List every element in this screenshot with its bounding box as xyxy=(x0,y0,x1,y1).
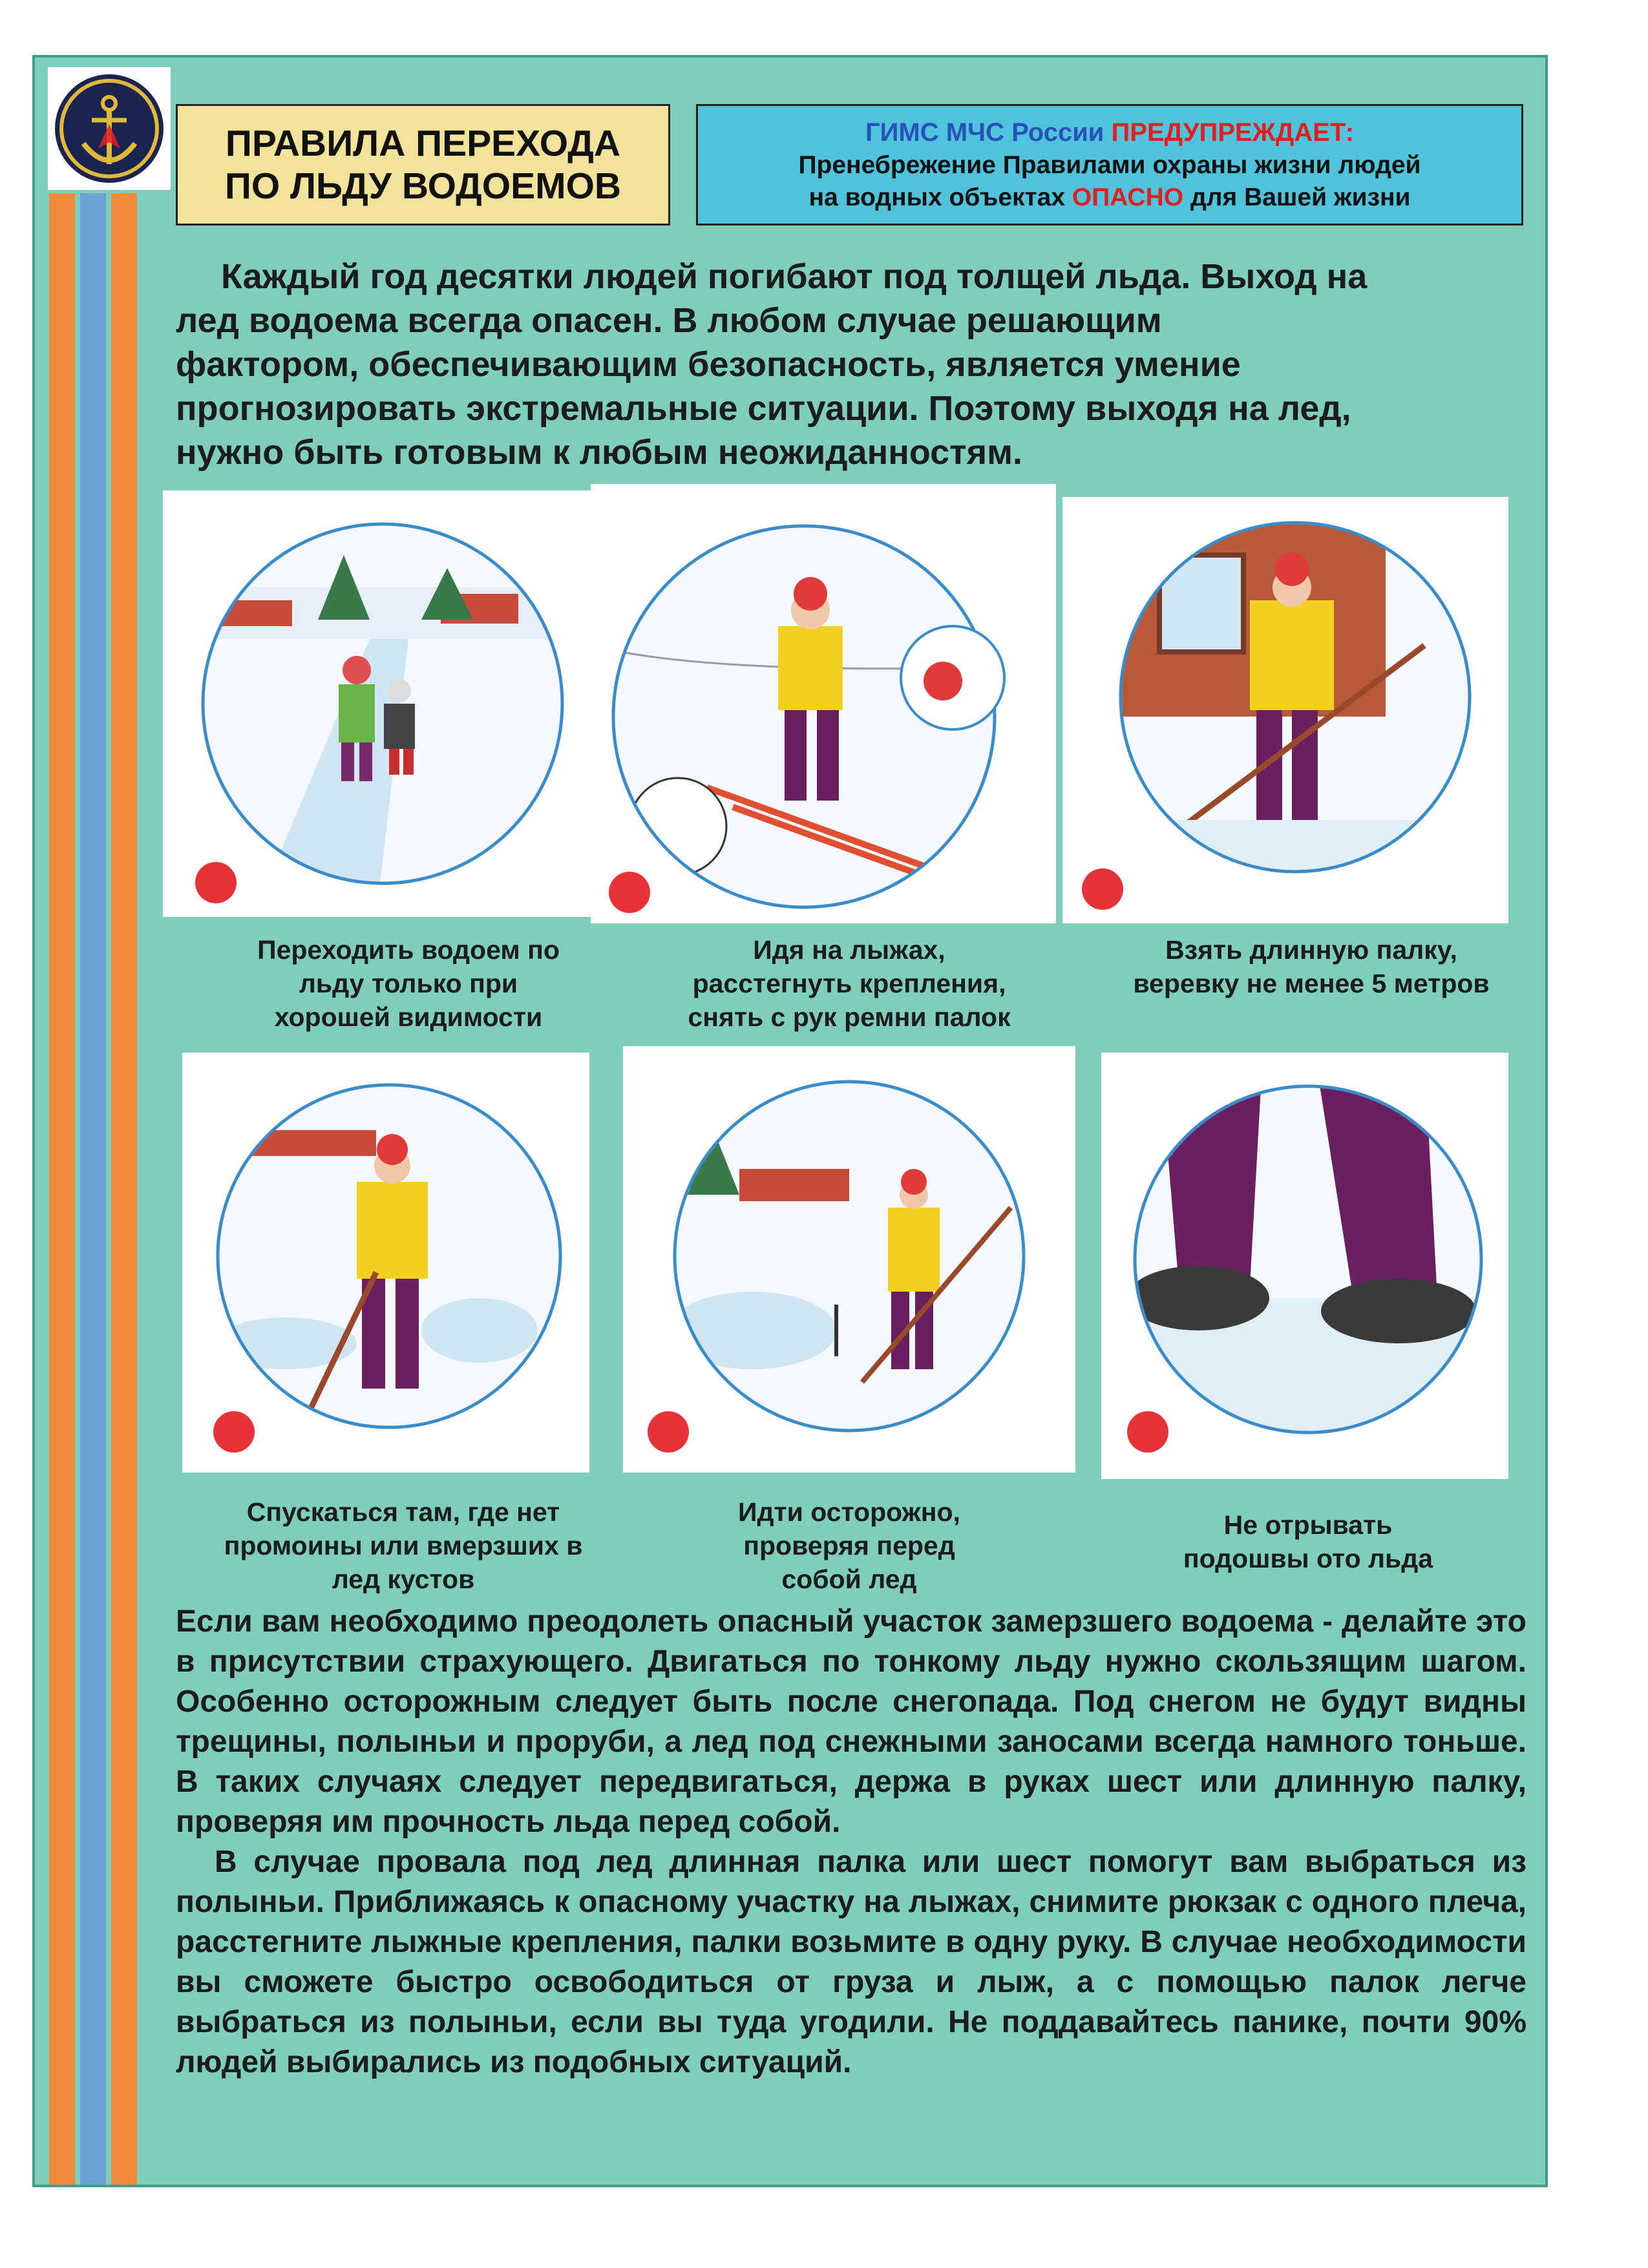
intro-line: лед водоема всегда опасен. В любом случае решающим xyxy=(176,301,1162,340)
red-dot-icon xyxy=(195,862,237,903)
warning-line-1 xyxy=(865,116,1354,149)
rule-caption-6 xyxy=(1088,1508,1528,1575)
rule-caption-3 xyxy=(1079,933,1544,1000)
title-box xyxy=(176,104,670,226)
poster xyxy=(32,55,1548,2187)
rule-caption-line: снять с рук ремни палок xyxy=(688,1002,1011,1032)
intro-paragraph xyxy=(176,255,1527,474)
red-dot-icon xyxy=(1127,1411,1168,1453)
illustration-scene xyxy=(591,484,1056,923)
rule-caption-2 xyxy=(617,933,1082,1034)
red-dot-icon xyxy=(1082,868,1123,910)
rule-caption-1 xyxy=(176,933,641,1034)
title-line-1: ПРАВИЛА ПЕРЕХОДА xyxy=(225,123,621,164)
stripe-orange-left xyxy=(49,193,75,2187)
illustration-visibility xyxy=(163,490,609,917)
rule-caption-line: хорошей видимости xyxy=(274,1002,543,1032)
rule-caption-line: Спускаться там, где нет xyxy=(246,1497,560,1527)
red-dot-icon xyxy=(609,872,650,913)
warning-verb: ПРЕДУПРЕЖДАЕТ: xyxy=(1111,118,1355,147)
body-paragraph-1: Если вам необходимо преодолеть опасный участок замерзшего водоема - делайте это в присутствии страхующего. Двигаться по тонкому льду нужно скользящим шагом. Особенно осторожным следует быть после снегопада. Под снегом не будут видны трещины, полыньи и проруби, а лед под снежными заносами всегда намного тоньше. В таких случаях следует передвигаться, держа в руках шест или длинную палку, проверяя им прочность льда перед собой. xyxy=(176,1604,1527,1839)
illustration-scene xyxy=(1062,497,1508,923)
rule-caption-line: лед кустов xyxy=(332,1564,475,1594)
rule-caption-line: расстегнуть крепления, xyxy=(692,969,1006,998)
rule-caption-line: подошвы ото льда xyxy=(1183,1544,1433,1573)
illustration-skis xyxy=(591,484,1056,923)
red-dot-icon xyxy=(648,1411,689,1453)
intro-line: фактором, обеспечивающим безопасность, является умение xyxy=(176,345,1241,384)
warning-box xyxy=(696,104,1523,226)
warning-line-2: Пренебрежение Правилами охраны жизни людей xyxy=(798,151,1421,179)
rule-caption-line: Переходить водоем по xyxy=(257,935,560,965)
warning-line-3-a: на водных объектах xyxy=(808,184,1066,211)
illustration-stick xyxy=(1062,497,1508,923)
title-line-2: ПО ЛЬДУ ВОДОЕМОВ xyxy=(224,165,622,207)
illustration-descent xyxy=(182,1053,589,1473)
illustration-feet xyxy=(1101,1053,1508,1479)
rule-caption-line: Не отрывать xyxy=(1223,1510,1393,1540)
stripe-orange-right xyxy=(111,193,137,2187)
rule-caption-line: Идя на лыжах, xyxy=(753,935,945,965)
anchor-emblem-icon xyxy=(48,67,171,190)
rule-caption-line: Взять длинную палку, xyxy=(1165,935,1457,965)
warning-danger: ОПАСНО xyxy=(1072,184,1184,211)
illustration-scene xyxy=(1101,1053,1508,1479)
illustration-scene xyxy=(623,1046,1075,1473)
red-dot-icon xyxy=(213,1411,255,1453)
illustration-scene xyxy=(182,1053,589,1473)
intro-line: нужно быть готовым к любым неожиданностям. xyxy=(176,433,1023,472)
illustration-scene xyxy=(163,490,609,917)
warning-org: ГИМС МЧС России xyxy=(865,118,1104,147)
rule-caption-4 xyxy=(177,1495,629,1596)
warning-line-3-b: для Вашей жизни xyxy=(1190,184,1411,211)
body-paragraph-2: В случае провала под лед длинная палка или шест помогут вам выбраться из полыньи. Приближаясь к опасному участку на лыжах, снимите рюкзак с одного плеча, расстегните лыжные крепления, палки возьмите в одну руку. В случае необходимости вы сможете быстро освободиться от груза и лыж, а с помощью палок легче выбраться из полыньи, если вы туда угодили. Не поддавайтесь панике, почти 90% людей выбирались из подобных ситуаций. xyxy=(176,1845,1527,2079)
rule-caption-line: веревку не менее 5 метров xyxy=(1133,969,1490,998)
logo xyxy=(48,67,171,190)
rule-caption-line: Идти осторожно, xyxy=(738,1497,960,1527)
rule-caption-line: льду только при xyxy=(299,969,518,998)
rule-caption-line: собой лед xyxy=(781,1564,917,1594)
rule-caption-line: проверяя перед xyxy=(743,1531,955,1560)
stripe-blue xyxy=(80,193,106,2187)
illustration-careful xyxy=(623,1046,1075,1473)
body-text xyxy=(176,1602,1527,2083)
rule-caption-line: промоины или вмерзших в xyxy=(224,1531,583,1560)
rule-caption-5 xyxy=(617,1495,1082,1596)
warning-line-3 xyxy=(809,182,1411,214)
intro-line: прогнозировать экстремальные ситуации. Поэтому выходя на лед, xyxy=(176,389,1351,428)
intro-line: Каждый год десятки людей погибают под толщей льда. Выход на xyxy=(221,257,1368,296)
